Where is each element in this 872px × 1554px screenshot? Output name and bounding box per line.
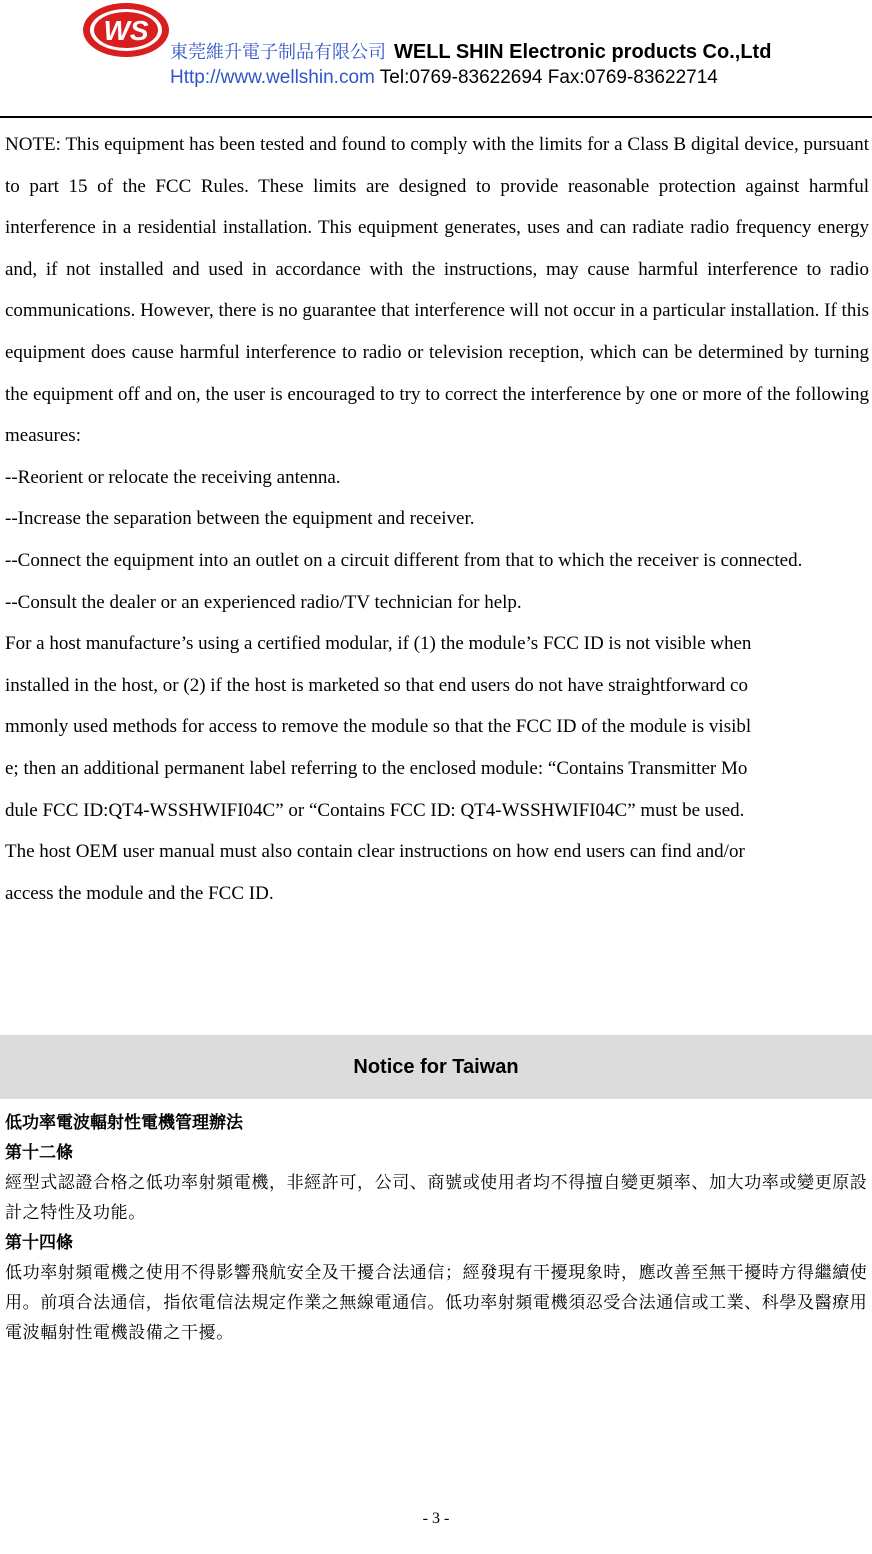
measure-item: --Consult the dealer or an experienced radio/TV technician for help. [5,591,522,613]
host-label-line: For a host manufacture’s using a certified modular, if (1) the module’s FCC ID is not visible when [5,633,752,655]
company-url-link[interactable]: Http://www.wellshin.com [170,67,375,88]
host-label-line: mmonly used methods for access to remove the module so that the FCC ID of the module is visibl [5,716,752,738]
host-label-line: e; then an additional permanent label referring to the enclosed module: “Contains Transmitter Mo [5,757,748,779]
page-header [0,0,872,118]
company-contact [170,67,718,89]
company-name-en: WELL SHIN Electronic products Co.,Ltd [394,41,772,63]
host-label-line: dule FCC ID:QT4-WSSHWIFI04C” or “Contains FCC ID: QT4-WSSHWIFI04C” must be used. [5,799,745,821]
host-label-line: The host OEM user manual must also contain clear instructions on how end users can find and/or [5,841,745,863]
taiwan-notice-title: Notice for Taiwan [0,1035,872,1099]
taiwan-notice [5,1108,871,1348]
measure-item: --Connect the equipment into an outlet on a circuit different from that to which the receiver is connected. [5,549,803,571]
fcc-note-paragraph: NOTE: This equipment has been tested and found to comply with the limits for a Class B digital device, pursuant to part 15 of the FCC Rules. These limits are designed to provide reasonable protection against harmful interference in a residential installation. This equipment generates, uses and can radiate radio frequency energy and, if not installed and used in accordance with the instructions, may cause harmful interference to radio communications. However, there is no guarantee that interference will not occur in a particular installation. If this equipment does cause harmful interference to radio or television reception, which can be determined by turning the equipment off and on, the user is encouraged to try to correct the interference by one or more of the following measures: [5,134,869,447]
fcc-statement [5,124,869,914]
article-12-title: 第十二條 [5,1143,73,1163]
wellshin-logo-icon [80,0,172,60]
svg-text:WS: WS [103,15,149,46]
taiwan-heading: 低功率電波輻射性電機管理辦法 [5,1113,243,1133]
article-14-title: 第十四條 [5,1233,73,1253]
page-number: - 3 - [422,1510,450,1527]
measure-item: --Increase the separation between the equipment and receiver. [5,508,475,530]
host-label-line: installed in the host, or (2) if the host is marketed so that end users do not have straightforward co [5,674,748,696]
company-phone-fax: Tel:0769-83622694 Fax:0769-83622714 [379,67,718,88]
article-14-text: 低功率射頻電機之使用不得影響飛航安全及干擾合法通信；經發現有干擾現象時，應改善至無干擾時方得繼續使用。前項合法通信，指依電信法規定作業之無線電通信。低功率射頻電機須忍受合法通信或工業、科學及醫療用電波輻射性電機設備之干擾。 [5,1263,868,1343]
article-12-text: 經型式認證合格之低功率射頻電機，非經許可，公司、商號或使用者均不得擅自變更頻率、加大功率或變更原設計之特性及功能。 [5,1173,868,1223]
measure-item: --Reorient or relocate the receiving antenna. [5,466,341,488]
host-label-line: access the module and the FCC ID. [5,882,274,904]
company-name-cn: 東莞維升電子制品有限公司 [170,42,386,63]
company-name [170,38,771,64]
